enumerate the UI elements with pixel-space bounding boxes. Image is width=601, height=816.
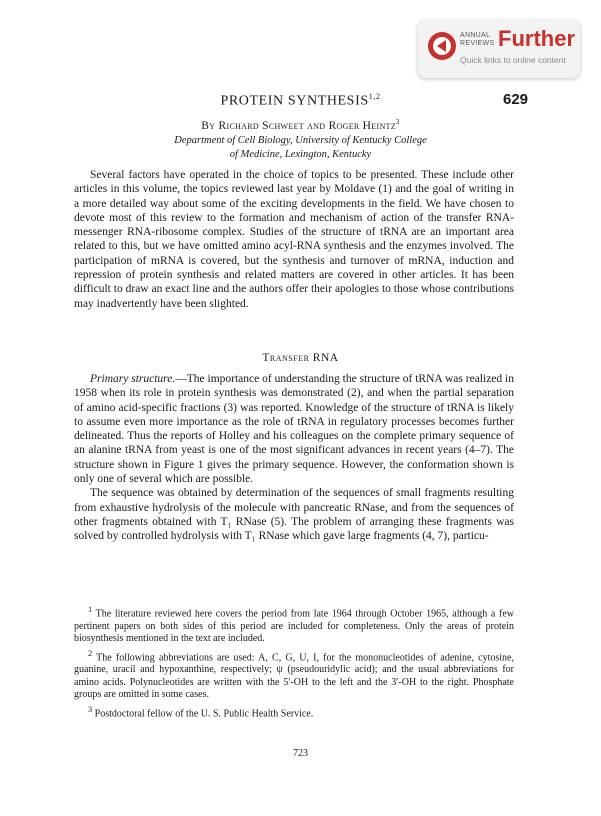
author-1: Richard Schweet [218, 119, 304, 132]
section-heading: Transfer RNA [262, 352, 339, 364]
footnote-1: $^1$ The literature reviewed here covers the period from late 1964 through October 1965, although a few pertinent papers on both sides of this period are included for completeness. Only the areas of protein biosynthesis mentioned in the text are included. [74, 605, 514, 645]
footnotes [74, 604, 514, 722]
further-label[interactable]: Further [498, 26, 575, 51]
footnote-2: $^2$ The following abbreviations are used: A, C, G, U, I, for the mononucleotides of adenine, cytosine, guanine, uracil and hypoxanthine, respectively; ψ (pseudouridylic acid); and the usual abbreviations for amino acids. Polynucleotides are written with the 5′-OH to the left and the 3′-OH to the right. Phosphate groups are omitted in some cases. [74, 648, 514, 701]
sequence-paragraph: The sequence was obtained by determination of the sequences of small fragments resulting from exhaustive hydrolysis of the molecule with pancreatic RNase, and from the sequences of other fragments obtained with T₁ RNase (5). The problem of arranging these fragments was solved by controlled hydrolysis with T₁ RNase which gave large fragments (4, 7), particu- [74, 487, 514, 543]
further-tagline: Quick links to online content [460, 55, 566, 65]
publisher-name: ANNUAL REVIEWS [460, 32, 495, 47]
footnote-3: $^3$ Postdoctoral fellow of the U. S. Public Health Service. [88, 704, 314, 719]
authors-line: By Richard Schweet and Roger Heintz$^3$ [201, 118, 400, 132]
primary-structure-section: Primary structure.—The importance of understanding the structure of tRNA was realized in 1958 when its role in protein synthesis was demonstrated (2), and when the partial separation of amino acid-specific fractions (3) was reported. Knowledge of the structure of tRNA is likely to assume even more importance as the role of tRNA in regulatory processes becomes further delineated. Thus the reports of Holley and his colleagues on the complete primary sequence of an alanine tRNA from yeast is one of the most significant advances in recent years (4–7). The structure shown in Figure 1 gives the primary sequence. However, the conformation shown is only one of several which are possible. The sequence was obtained by determination of the sequences of small fragments resulting from exhaustive hydrolysis of the molecule with pancreatic RNase, and from the sequences of other fragments obtained with T₁ RNase (5). The problem of arranging these fragments was solved by controlled hydrolysis with T₁ RNase which gave large fragments (4, 7), particu- [74, 373, 514, 543]
author-2: Roger Heintz [328, 119, 396, 132]
intro-paragraph: Several factors have operated in the choice of topics to be presented. These include other articles in this volume, the topics reviewed last year by Moldave (1) and the goal of writing in a more detailed way about some of the exciting developments in the field. We have chosen to devote most of this review to the formation and mechanism of action of the transfer RNA-messenger RNA-ribosome complex. Studies of the structure of tRNA are an important area related to this, but we have omitted amino acyl-RNA synthesis and the enzymes involved. The participation of mRNA is covered, but the synthesis and turnover of mRNA, induction and repression of protein synthesis and related matters are covered in other articles. It has been difficult to draw an exact line and the authors offer their apologies to those whose contributions may inadvertently have been slighted. [74, 169, 514, 310]
title-footnote-marks: 1,2 [368, 92, 381, 101]
further-banner[interactable] [418, 20, 580, 78]
paragraph-lead: Primary structure. [90, 373, 176, 385]
annual-reviews-logo-icon [427, 31, 457, 61]
page-number: 629 [503, 91, 529, 108]
article-title: PROTEIN SYNTHESIS$^{1,2}$ [220, 92, 381, 109]
affiliation: Department of Cell Biology, University of Kentucky College of Medicine, Lexington, Kentucky [174, 135, 427, 160]
folio-number: 723 [293, 748, 308, 759]
